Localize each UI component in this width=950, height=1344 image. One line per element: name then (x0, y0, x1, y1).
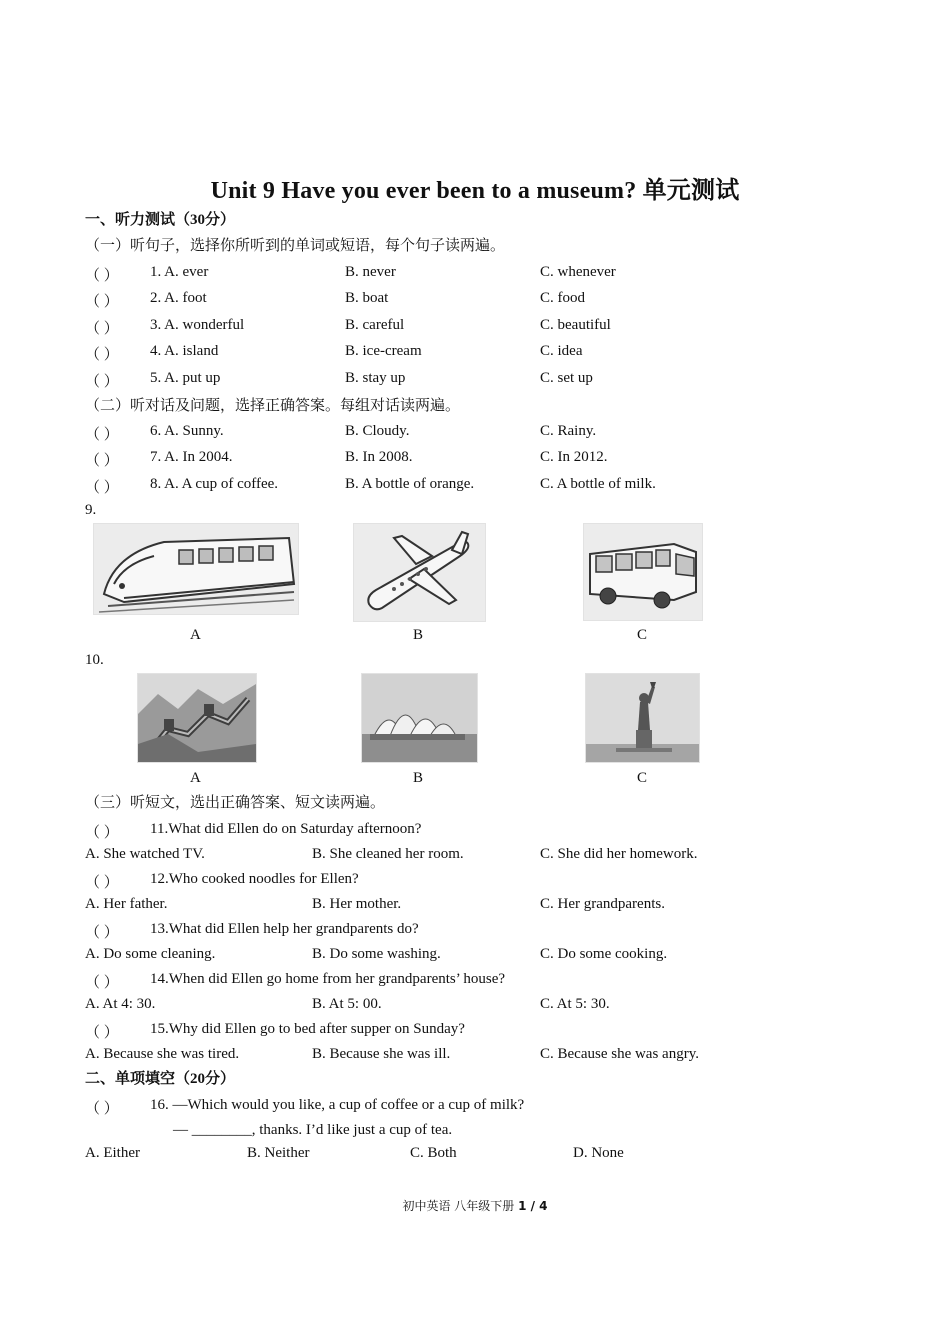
picture-label-c: C (637, 627, 648, 643)
answer-blank[interactable]: （ ） (85, 347, 119, 363)
question-text: 14.When did Ellen go home from her grandparents’ house? (150, 971, 506, 987)
bus-icon (583, 523, 703, 621)
question-option-a: 8. A. A cup of coffee. (150, 476, 279, 492)
statue-of-liberty-icon (585, 673, 700, 763)
answer-blank[interactable]: （ ） (85, 427, 119, 443)
option-a: A. Either (85, 1145, 140, 1161)
option-b: B. In 2008. (345, 449, 413, 465)
option-c: C. idea (540, 343, 583, 359)
part-1-instruction: （一）听句子，选择你所听到的单词或短语，每个句子读两遍。 (85, 238, 506, 254)
question-option-a: 4. A. island (150, 343, 219, 359)
option-c: C. set up (540, 370, 593, 386)
option-c: C. Do some cooking. (540, 946, 668, 962)
option-c: C. food (540, 290, 585, 306)
option-c: C. whenever (540, 264, 616, 280)
question-option-a: 6. A. Sunny. (150, 423, 224, 439)
sydney-opera-house-icon (361, 673, 478, 763)
answer-blank[interactable]: （ ） (85, 294, 119, 310)
option-b: B. ice-cream (345, 343, 422, 359)
option-b: B. She cleaned her room. (312, 846, 464, 862)
page-title: Unit 9 Have you ever been to a museum? 单元测试 (210, 178, 740, 204)
option-b: B. Cloudy. (345, 423, 410, 439)
option-c: C. Rainy. (540, 423, 597, 439)
question-text: 11.What did Ellen do on Saturday afternoon? (150, 821, 422, 837)
option-b: B. A bottle of orange. (345, 476, 475, 492)
answer-blank[interactable]: （ ） (85, 1025, 119, 1041)
question-option-a: 5. A. put up (150, 370, 221, 386)
part-2-instruction: （二）听对话及问题，选择正确答案。每组对话读两遍。 (85, 398, 461, 414)
picture-label-b: B (413, 770, 424, 786)
train-icon (93, 523, 299, 615)
option-a: A. Her father. (85, 896, 168, 912)
question-option-a: 1. A. ever (150, 264, 209, 280)
reply-text: — ________, thanks. I’d like just a cup of tea. (173, 1122, 453, 1138)
picture-label-a: A (190, 627, 201, 643)
picture-label-b: B (413, 627, 424, 643)
option-c: C. A bottle of milk. (540, 476, 656, 492)
question-option-a: 2. A. foot (150, 290, 207, 306)
answer-blank[interactable]: （ ） (85, 374, 119, 390)
question-text: 15.Why did Ellen go to bed after supper on Sunday? (150, 1021, 465, 1037)
section-1-heading: 一、听力测试（30分） (85, 212, 236, 228)
footer-text: 初中英语 八年级下册 (402, 1199, 519, 1213)
answer-blank[interactable]: （ ） (85, 825, 119, 841)
question-10-number: 10. (85, 652, 104, 668)
option-c: C. Her grandparents. (540, 896, 665, 912)
question-text: 16. —Which would you like, a cup of coffee or a cup of milk? (150, 1097, 525, 1113)
answer-blank[interactable]: （ ） (85, 480, 119, 496)
option-b: B. never (345, 264, 396, 280)
option-a: A. Because she was tired. (85, 1046, 240, 1062)
option-c: C. Both (410, 1145, 457, 1161)
option-b: B. Her mother. (312, 896, 402, 912)
answer-blank[interactable]: （ ） (85, 453, 119, 469)
option-b: B. careful (345, 317, 405, 333)
picture-label-c: C (637, 770, 648, 786)
answer-blank[interactable]: （ ） (85, 925, 119, 941)
option-b: B. Do some washing. (312, 946, 441, 962)
answer-blank[interactable]: （ ） (85, 875, 119, 891)
option-a: A. She watched TV. (85, 846, 205, 862)
question-9-number: 9. (85, 502, 97, 518)
option-a: A. Do some cleaning. (85, 946, 216, 962)
question-option-a: 7. A. In 2004. (150, 449, 233, 465)
option-b: B. boat (345, 290, 389, 306)
answer-blank[interactable]: （ ） (85, 975, 119, 991)
option-a: A. At 4: 30. (85, 996, 156, 1012)
answer-blank[interactable]: （ ） (85, 268, 119, 284)
option-c: C. At 5: 30. (540, 996, 610, 1012)
option-c: C. She did her homework. (540, 846, 698, 862)
page-footer (0, 1197, 950, 1214)
option-b: B. At 5: 00. (312, 996, 382, 1012)
page-number: 1 / 4 (518, 1199, 548, 1213)
question-text: 13.What did Ellen help her grandparents do? (150, 921, 419, 937)
option-c: C. In 2012. (540, 449, 608, 465)
option-d: D. None (573, 1145, 624, 1161)
answer-blank[interactable]: （ ） (85, 321, 119, 337)
answer-blank[interactable]: （ ） (85, 1101, 119, 1117)
option-c: C. beautiful (540, 317, 611, 333)
option-c: C. Because she was angry. (540, 1046, 699, 1062)
picture-label-a: A (190, 770, 201, 786)
airplane-icon (353, 523, 486, 622)
section-2-heading: 二、单项填空（20分） (85, 1071, 236, 1087)
option-b: B. stay up (345, 370, 406, 386)
part-3-instruction: （三）听短文，选出正确答案、短文读两遍。 (85, 795, 386, 811)
question-text: 12.Who cooked noodles for Ellen? (150, 871, 359, 887)
great-wall-icon (137, 673, 257, 763)
option-b: B. Neither (247, 1145, 310, 1161)
option-b: B. Because she was ill. (312, 1046, 451, 1062)
question-option-a: 3. A. wonderful (150, 317, 245, 333)
